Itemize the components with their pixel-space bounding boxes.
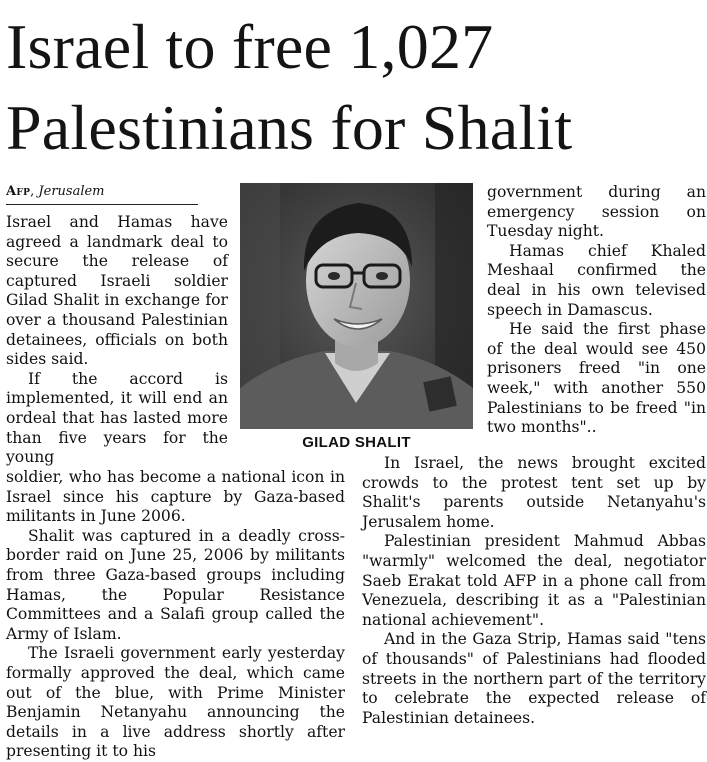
byline-separator: , xyxy=(30,184,39,199)
paragraph-1: Israel and Hamas have agreed a landmark deal to secure the release of captured Israeli soldier Gilad Shalit in exchange for over a thousand Palestinian detainees, officials on both sides said. xyxy=(6,213,228,369)
paragraph-4-start: The Israeli government early yesterday formally approved the deal, which came out of the blue, with Prime Minister Benjamin Netanyahu announcing the details in a live address shortly after presenting it to his xyxy=(6,644,345,761)
portrait-photo xyxy=(240,183,473,429)
byline-agency: Afp xyxy=(6,184,31,199)
article-column-3 xyxy=(487,183,706,438)
paragraph-2-end: soldier, who has become a national icon in Israel since his capture by Gaza-based militants in June 2006. xyxy=(6,468,345,526)
headline: Israel to free 1,027 Palestinians for Shalit xyxy=(6,11,573,163)
portrait-photo-illustration xyxy=(240,183,473,429)
article-column-1 xyxy=(6,213,228,468)
paragraph-8: Palestinian president Mahmud Abbas "warmly" welcomed the deal, negotiator Saeb Erakat told AFP in a phone call from Venezuela, describing it as a "Palestinian national achievement". xyxy=(362,532,706,629)
byline-rule xyxy=(6,204,198,205)
byline xyxy=(6,185,198,199)
paragraph-4-end: government during an emergency session on Tuesday night. xyxy=(487,183,706,241)
paragraph-3: Shalit was captured in a deadly cross-border raid on June 25, 2006 by militants from three Gaza-based groups including Hamas, the Popular Resistance Committees and a Salafi group called the Army of Islam. xyxy=(6,526,345,643)
photo-caption: GILAD SHALIT xyxy=(302,434,411,451)
paragraph-6: He said the first phase of the deal would see 450 prisoners freed "in one week," with another 550 Palestinians to be freed "in two months".. xyxy=(487,320,706,437)
paragraph-9: And in the Gaza Strip, Hamas said "tens of thousands" of Palestinians had flooded streets in the northern part of the territory to celebrate the expected release of Palestinian detainees. xyxy=(362,630,706,727)
article-column-1-lower xyxy=(6,468,345,762)
byline-place: Jerusalem xyxy=(38,184,105,199)
paragraph-5: Hamas chief Khaled Meshaal confirmed the deal in his own televised speech in Damascus. xyxy=(487,241,706,319)
paragraph-2-start: If the accord is implemented, it will end an ordeal that has lasted more than five years for the young xyxy=(6,369,228,467)
paragraph-7: In Israel, the news brought excited crowds to the protest tent set up by Shalit's parents outside Netanyahu's Jerusalem home. xyxy=(362,454,706,531)
article-column-2-lower xyxy=(362,454,706,728)
